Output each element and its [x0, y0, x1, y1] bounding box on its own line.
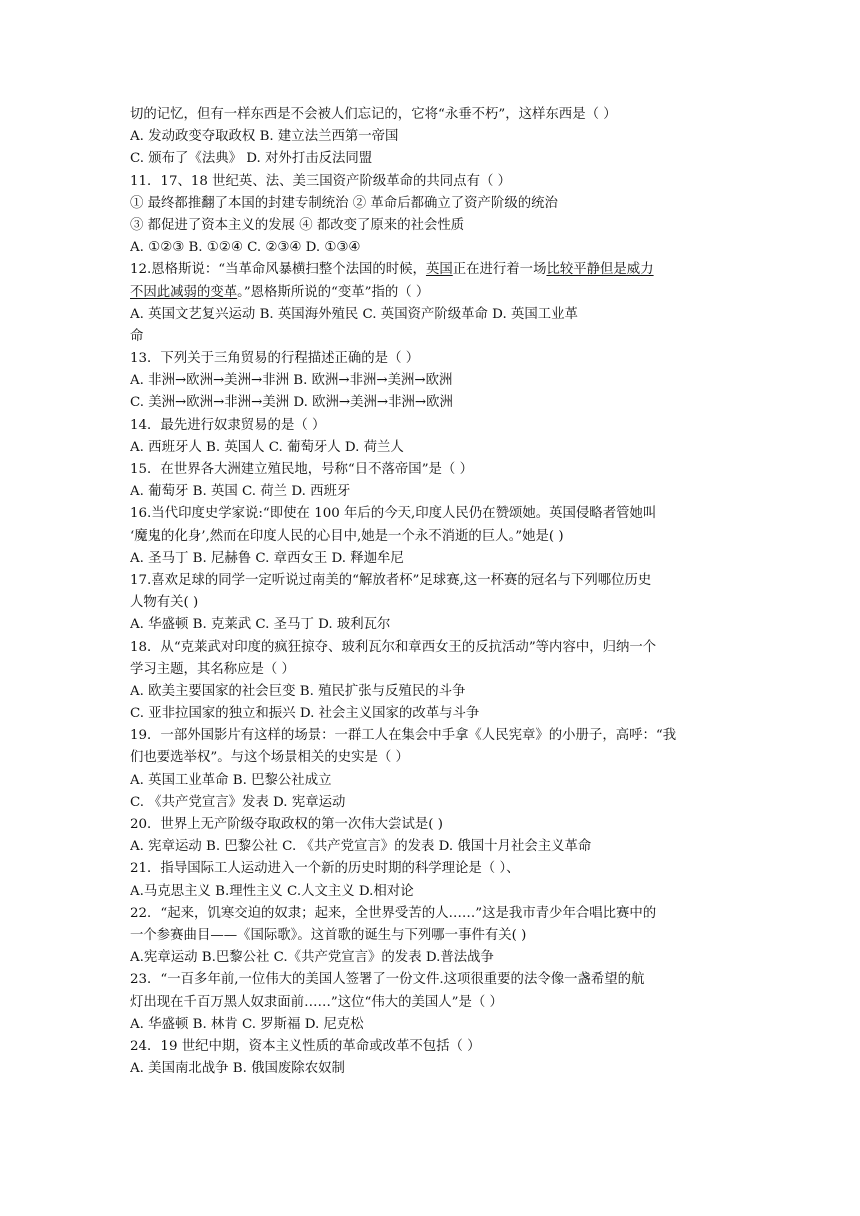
question-18: 18．从“克莱武对印度的疯狂掠夺、玻利瓦尔和章西女王的反抗活动”等内容中，归纳一个 [130, 639, 657, 655]
option-line: C. 亚非拉国家的独立和振兴 D. 社会主义国家的改革与斗争 [130, 706, 480, 722]
question-19: 19．一部外国影片有这样的场景：一群工人在集会中手拿《人民宪章》的小册子，高呼：“我 [130, 728, 677, 744]
question-14: 14．最先进行奴隶贸易的是（ ） [130, 417, 326, 433]
option-line: A. ①②③ B. ①②④ C. ②③④ D. ①③④ [130, 240, 361, 256]
text-segment: 。”恩格斯所说的“变革”指的（ ） [237, 284, 430, 300]
text-line: 学习主题，其名称应是（ ） [130, 661, 295, 677]
underlined-text: 英国 [425, 262, 453, 278]
exam-page [130, 104, 740, 1080]
option-line: A. 非洲→欧洲→美洲→非洲 B. 欧洲→非洲→美洲→欧洲 [130, 373, 453, 389]
question-23: 23．“一百多年前,一位伟大的美国人签署了一份文件.这项很重要的法令像一盏希望的航 [130, 972, 645, 988]
option-line: A. 西班牙人 B. 英国人 C. 葡萄牙人 D. 荷兰人 [130, 439, 404, 455]
option-line: A. 葡萄牙 B. 英国 C. 荷兰 D. 西班牙 [130, 484, 351, 500]
option-line: A. 圣马丁 B. 尼赫鲁 C. 章西女王 D. 释迦牟尼 [130, 550, 404, 566]
question-11: 11．17、18 世纪英、法、美三国资产阶级革命的共同点有（ ） [130, 173, 512, 189]
option-line: C. 美洲→欧洲→非洲→美洲 D. 欧洲→美洲→非洲→欧洲 [130, 395, 453, 411]
text-segment: 12.恩格斯说：“当革命风暴横扫整个法国的时候， [130, 262, 426, 278]
question-15: 15．在世界各大洲建立殖民地，号称“日不落帝国”是（ ） [130, 462, 473, 477]
statement-line: ③ 都促进了资本主义的发展 ④ 都改变了原来的社会性质 [130, 217, 465, 233]
statement-line: ① 最终都推翻了本国的封建专制统治 ② 革命后都确立了资产阶级的统治 [130, 195, 558, 211]
option-line: A. 美国南北战争 B. 俄国废除农奴制 [130, 1061, 345, 1077]
question-21: 21．指导国际工人运动进入一个新的历史时期的科学理论是（ ）、 [130, 861, 520, 877]
underlined-text: 比较平静但是威力 [546, 262, 654, 278]
text-segment: 正在进行着一场 [452, 262, 547, 278]
option-line: A.马克思主义 B.理性主义 C.人文主义 D.相对论 [130, 883, 414, 899]
option-line: A. 英国文艺复兴运动 B. 英国海外殖民 C. 英国资产阶级革命 D. 英国工业革 [130, 306, 578, 322]
option-line: A.宪章运动 B.巴黎公社 C.《共产党宣言》的发表 D.普法战争 [130, 950, 494, 966]
text-line: 一个参赛曲目——《国际歌》。这首歌的诞生与下列哪一事件有关( ) [130, 927, 527, 943]
text-line: 灯出现在千百万黑人奴隶面前……”这位“伟大的美国人”是（ ） [130, 994, 503, 1010]
underlined-text: 不因此减弱的变革 [130, 284, 238, 300]
text-line: ‘魔鬼的化身’,然而在印度人民的心目中,她是一个永不消逝的巨人。”她是( ) [130, 528, 564, 544]
text-line: 命 [130, 328, 144, 344]
question-17: 17.喜欢足球的同学一定听说过南美的“解放者杯”足球赛,这一杯赛的冠名与下列哪位历史 [130, 572, 652, 588]
question-16: 16.当代印度史学家说:“即使在 100 年后的今天,印度人民仍在赞颂她。英国侵略者管她叫 [130, 506, 657, 522]
option-line: A. 欧美主要国家的社会巨变 B. 殖民扩张与反殖民的斗争 [130, 683, 466, 699]
question-12 [130, 259, 740, 281]
question-20: 20．世界上无产阶级夺取政权的第一次伟大尝试是( ) [130, 817, 443, 832]
option-line: A. 英国工业革命 B. 巴黎公社成立 [130, 772, 332, 788]
option-line: A. 发动政变夺取政权 B. 建立法兰西第一帝国 [130, 129, 399, 145]
question-13: 13．下列关于三角贸易的行程描述正确的是（ ） [130, 351, 420, 367]
text-line: 切的记忆，但有一样东西是不会被人们忘记的，它将“永垂不朽”，这样东西是（ ） [130, 107, 617, 122]
option-line: A. 华盛顿 B. 林肯 C. 罗斯福 D. 尼克松 [130, 1016, 364, 1032]
option-line: C. 《共产党宣言》发表 D. 宪章运动 [130, 794, 346, 810]
question-22: 22．“起来，饥寒交迫的奴隶；起来，全世界受苦的人……”这是我市青少年合唱比赛中的 [130, 905, 657, 921]
text-line: 们也要选举权”。与这个场景相关的史实是（ ） [130, 750, 409, 766]
text-line: 人物有关( ) [130, 595, 199, 611]
option-line: A. 宪章运动 B. 巴黎公社 C. 《共产党宣言》的发表 D. 俄国十月社会主义革命 [130, 839, 592, 855]
option-line: A. 华盛顿 B. 克莱武 C. 圣马丁 D. 玻利瓦尔 [130, 617, 391, 633]
text-line [130, 282, 740, 304]
option-line: C. 颁布了《法典》 D. 对外打击反法同盟 [130, 151, 373, 167]
question-24: 24．19 世纪中期，资本主义性质的革命或改革不包括（ ） [130, 1038, 481, 1054]
